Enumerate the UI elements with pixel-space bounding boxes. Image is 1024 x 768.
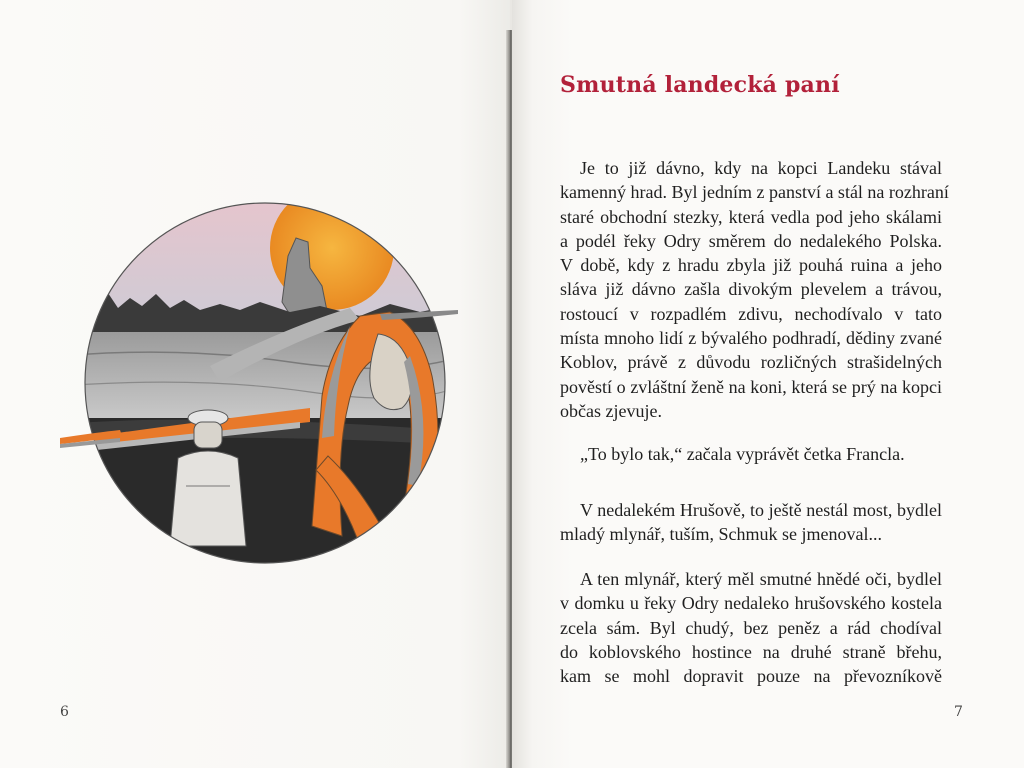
page-number-right: 7 [954,704,963,720]
text-line: A ten mlynář, který měl smutné hnědé oči, bydlel [580,569,942,589]
left-page [0,0,510,768]
paragraph-1 [560,156,949,423]
text-line: a podél řeky Odry směrem do nedalekého Polska. [560,230,942,251]
page-number-left: 6 [60,704,69,720]
paragraph-3 [560,498,942,547]
text-line: mladý mlynář, tuším, Schmuk se jmenoval... [560,524,882,545]
text-line: V době, kdy z hradu zbyla již pouhá ruina a jeho [560,255,942,276]
text-line: do koblovského hostince na druhé straně břehu, [560,641,942,662]
text-line: V nedalekém Hrušově, to ještě nestál most, bydlel [580,500,942,520]
text-line: občas zjevuje. [560,400,662,421]
text-line: staré obchodní stezky, která vedla pod jeho skálami [560,206,942,227]
text-line: Koblov, právě z důvodu rozličných strašidelných [560,352,942,373]
paragraph-2 [560,442,942,466]
text-line: kamenný hrad. Byl jedním z panství a stál na rozhraní [560,182,949,203]
text-line: kam se mohl dopravit pouze na převozníkově [560,666,942,687]
text-line: Je to již dávno, kdy na kopci Landeku stával [580,158,942,178]
text-line: v domku u řeky Odry nedaleko hrušovského kostela [560,593,942,614]
chapter-title: Smutná landecká paní [560,72,840,98]
text-line: pověstí o zvláštní ženě na koni, která se prý na kopci [560,376,942,397]
text-line: sláva již dávno zašla divokým plevelem a trávou, [560,279,942,300]
text-line: rostoucí v rozpadlém zdivu, nechodívalo v tato [560,303,942,324]
text-line: „To bylo tak,“ začala vyprávět četka Francla. [580,444,905,464]
sad-lady-of-landek-drawing-icon [60,186,470,580]
paragraph-4 [560,567,942,688]
text-line: zcela sám. Byl chudý, bez peněz a rád chodíval [560,617,942,638]
text-line: místa mnoho lidí z bývalého podhradí, dědiny zvané [560,328,942,349]
